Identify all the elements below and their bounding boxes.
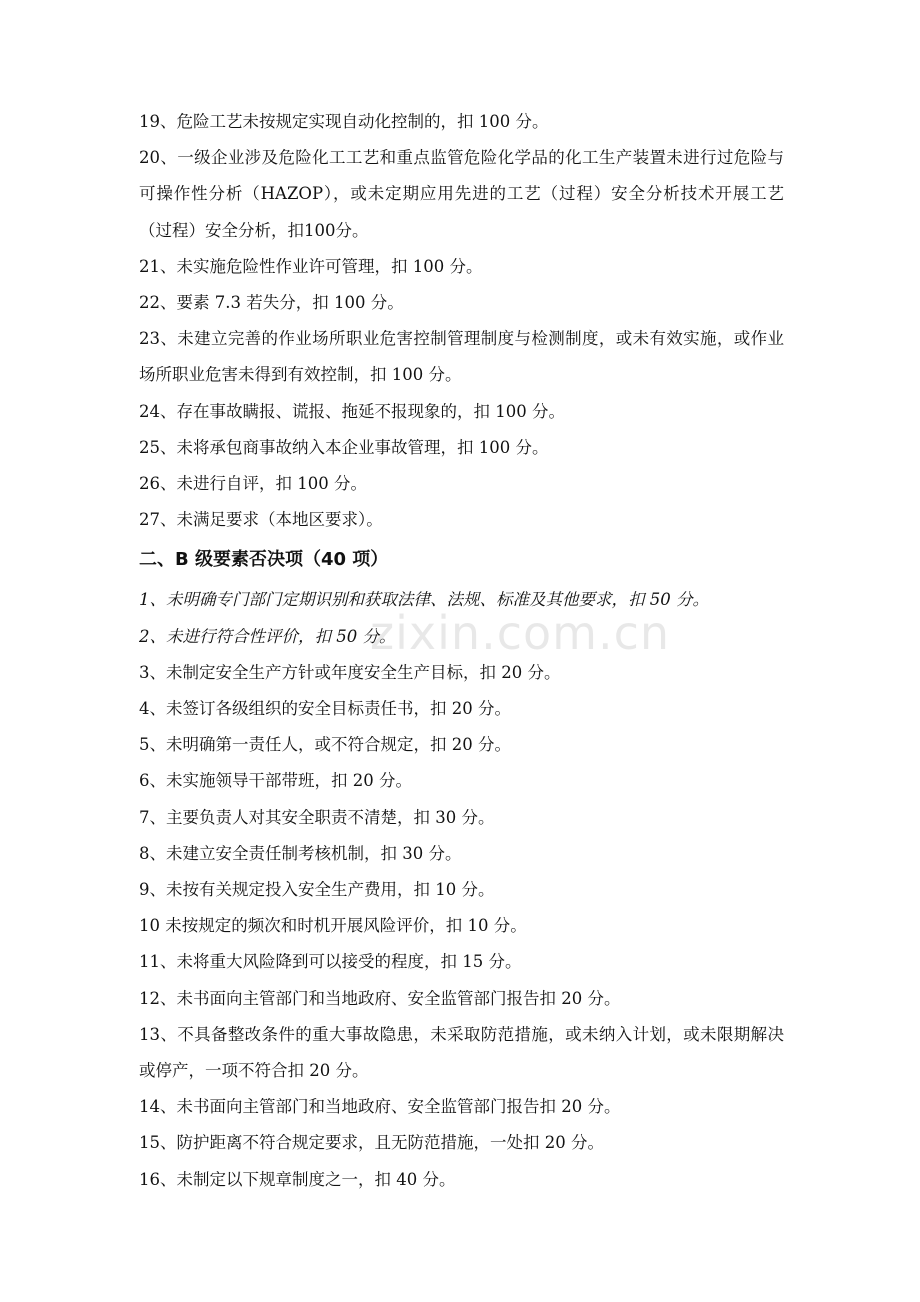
- item-a-26: 26、未进行自评，扣 100 分。: [139, 474, 367, 494]
- item-b-10: 10 未按规定的频次和时机开展风险评价，扣 10 分。: [139, 916, 527, 936]
- item-a-19: 19、危险工艺未按规定实现自动化控制的，扣 100 分。: [139, 112, 549, 131]
- item-b-4: 4、未签订各级组织的安全目标责任书，扣 20 分。: [139, 699, 511, 719]
- item-b-3: 3、未制定安全生产方针或年度安全生产目标，扣 20 分。: [139, 662, 561, 682]
- item-b-8: 8、未建立安全责任制考核机制，扣 30 分。: [139, 843, 462, 863]
- item-a-21: 21、未实施危险性作业许可管理，扣 100 分。: [139, 256, 483, 276]
- document-body: [139, 104, 784, 1198]
- item-b-11: 11、未将重大风险降到可以接受的程度，扣 15 分。: [139, 952, 522, 972]
- item-b-5: 5、未明确第一责任人，或不符合规定，扣 20 分。: [139, 735, 511, 755]
- item-b-1: 1、未明确专门部门定期识别和获取法律、法规、标准及其他要求，扣 50 分。: [139, 590, 709, 610]
- item-a-24: 24、存在事故瞒报、谎报、拖延不报现象的，扣 100 分。: [139, 401, 565, 421]
- item-b-9: 9、未按有关规定投入安全生产费用，扣 10 分。: [139, 880, 495, 900]
- item-b-15: 15、防护距离不符合规定要求，且无防范措施，一处扣 20 分。: [139, 1133, 604, 1153]
- item-b-14: 14、未书面向主管部门和当地政府、安全监管部门报告扣 20 分。: [139, 1097, 621, 1117]
- item-b-13: 13、不具备整改条件的重大事故隐患，未采取防范措施，或未纳入计划，或未限期解决或停产，一项不符合扣 20 分。: [139, 1024, 784, 1081]
- item-a-22: 22、要素 7.3 若失分，扣 100 分。: [139, 293, 404, 313]
- item-b-2: 2、未进行符合性评价，扣 50 分。: [139, 626, 396, 646]
- item-a-20: 20、一级企业涉及危险化工工艺和重点监管危险化学品的化工生产装置未进行过危险与可操作性分析（HAZOP），或未定期应用先进的工艺（过程）安全分析技术开展工艺（过程）安全分析，扣100分。: [139, 148, 784, 240]
- item-b-6: 6、未实施领导干部带班，扣 20 分。: [139, 771, 412, 791]
- item-a-23: 23、未建立完善的作业场所职业危害控制管理制度与检测制度，或未有效实施，或作业场所职业危害未得到有效控制，扣 100 分。: [139, 329, 784, 385]
- watermark: zixin.com.cn: [370, 606, 671, 660]
- item-b-16: 16、未制定以下规章制度之一，扣 40 分。: [139, 1169, 456, 1189]
- item-a-27: 27、未满足要求（本地区要求）。: [139, 510, 383, 530]
- item-b-7: 7、主要负责人对其安全职责不清楚，扣 30 分。: [139, 807, 495, 827]
- item-a-25: 25、未将承包商事故纳入本企业事故管理，扣 100 分。: [139, 437, 549, 457]
- section-b-heading: 二、B 级要素否决项（40 项）: [139, 549, 389, 571]
- item-b-12: 12、未书面向主管部门和当地政府、安全监管部门报告扣 20 分。: [139, 988, 621, 1008]
